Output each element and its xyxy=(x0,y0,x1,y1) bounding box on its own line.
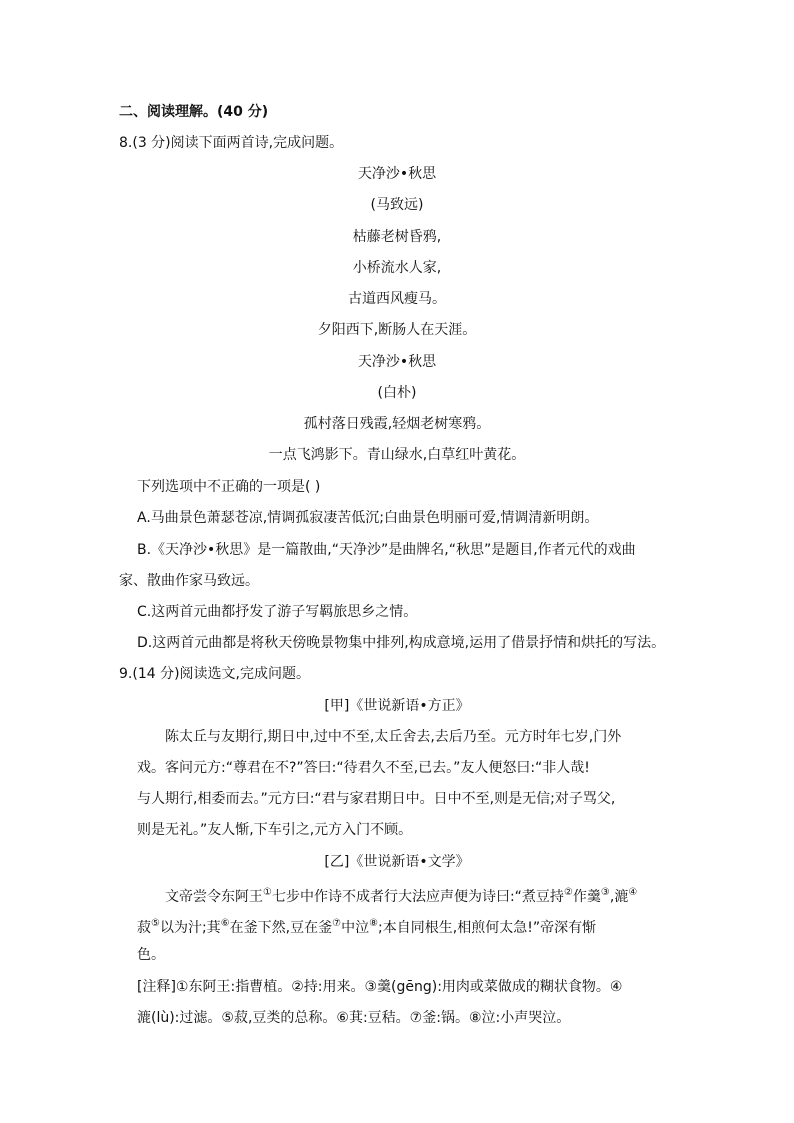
passage-jia-line: 与人期行,相委而去。”元方曰:“君与家君期日中。日中不至,则是无信;对子骂父, xyxy=(137,791,616,807)
poem1-title: 天净沙•秋思 xyxy=(357,166,437,182)
section-title: 二、阅读理解。(40 分) xyxy=(119,104,269,120)
passage-text: 文帝尝令东阿王 xyxy=(165,889,263,905)
footnote-marker: ① xyxy=(263,887,272,898)
passage-text: 菽 xyxy=(137,920,151,936)
poem2-line: 一点飞鸿影下。青山绿水,白草红叶黄花。 xyxy=(268,447,526,463)
passage-jia-line: 戏。客问元方:“尊君在不?”答曰:“待君久不至,已去。”友人便怒曰:“非人哉! xyxy=(137,760,590,776)
question-8-prompt: 下列选项中不正确的一项是( ) xyxy=(137,479,321,495)
poem1-author: (马致远) xyxy=(370,197,424,213)
passage-jia-line: 则是无礼。”友人惭,下车引之,元方入门不顾。 xyxy=(137,822,413,838)
poem2-title: 天净沙•秋思 xyxy=(357,354,437,370)
footnote-marker: ② xyxy=(563,887,573,898)
passage-text: 七步中作诗不成者行大法应声便为诗曰:“煮豆持 xyxy=(271,889,564,905)
passage-yi-line: 色。 xyxy=(137,947,165,963)
passage-text: ,漉 xyxy=(609,889,629,905)
option-b: B.《天净沙•秋思》是一篇散曲,“天净沙”是曲牌名,“秋思”是题目,作者元代的戏曲 xyxy=(137,542,636,558)
poem2-author: (白朴) xyxy=(377,385,417,401)
passage-text: 中泣 xyxy=(341,920,370,936)
passage-text: 在釜下然,豆在釜 xyxy=(229,920,333,936)
footnote-marker: ④ xyxy=(628,887,638,898)
footnote-marker: ⑤ xyxy=(151,918,160,929)
option-c: C.这两首元曲都抒发了游子写羁旅思乡之情。 xyxy=(137,604,418,620)
passage-yi-title: [乙]《世说新语•文学》 xyxy=(324,854,470,870)
passage-jia-line: 陈太丘与友期行,期日中,过中不至,太丘舍去,去后乃至。元方时年七岁,门外 xyxy=(165,729,622,745)
poem1-line: 枯藤老树昏鸦, xyxy=(352,229,442,245)
poem1-line: 夕阳西下,断肠人在天涯。 xyxy=(317,322,477,338)
footnote-marker: ⑧ xyxy=(369,918,379,929)
option-b-continued: 家、散曲作家马致远。 xyxy=(119,573,259,589)
passage-text: 以为汁;萁 xyxy=(159,920,221,936)
annotation-line: [注释]①东阿王:指曹植。②持:用来。③羹(gēng):用肉或菜做成的糊状食物。④ xyxy=(137,979,623,995)
question-9-stem: 9.(14 分)阅读选文,完成问题。 xyxy=(119,666,310,682)
passage-yi-line xyxy=(165,883,637,907)
poem2-line: 孤村落日残霞,轻烟老树寒鸦。 xyxy=(303,416,491,432)
passage-text: 作羹 xyxy=(572,889,601,905)
option-a: A.马曲景色萧瑟苍凉,情调孤寂凄苦低沉;白曲景色明丽可爱,情调清新明朗。 xyxy=(137,510,599,526)
passage-jia-title: [甲]《世说新语•方正》 xyxy=(324,698,470,714)
passage-yi-line xyxy=(137,914,596,938)
footnote-marker: ⑦ xyxy=(332,918,342,929)
footnote-marker: ③ xyxy=(600,887,610,898)
annotation-line: 漉(lù):过滤。⑤菽,豆类的总称。⑥萁:豆秸。⑦釜:锅。⑧泣:小声哭泣。 xyxy=(137,1010,571,1026)
question-8-stem: 8.(3 分)阅读下面两首诗,完成问题。 xyxy=(119,135,344,151)
option-d: D.这两首元曲都是将秋天傍晚景物集中排列,构成意境,运用了借景抒情和烘托的写法。 xyxy=(137,635,666,651)
passage-text: ;本自同根生,相煎何太急!”帝深有惭 xyxy=(378,920,597,936)
footnote-marker: ⑥ xyxy=(220,918,230,929)
poem1-line: 古道西风瘦马。 xyxy=(348,291,446,307)
poem1-line: 小桥流水人家, xyxy=(352,260,442,276)
